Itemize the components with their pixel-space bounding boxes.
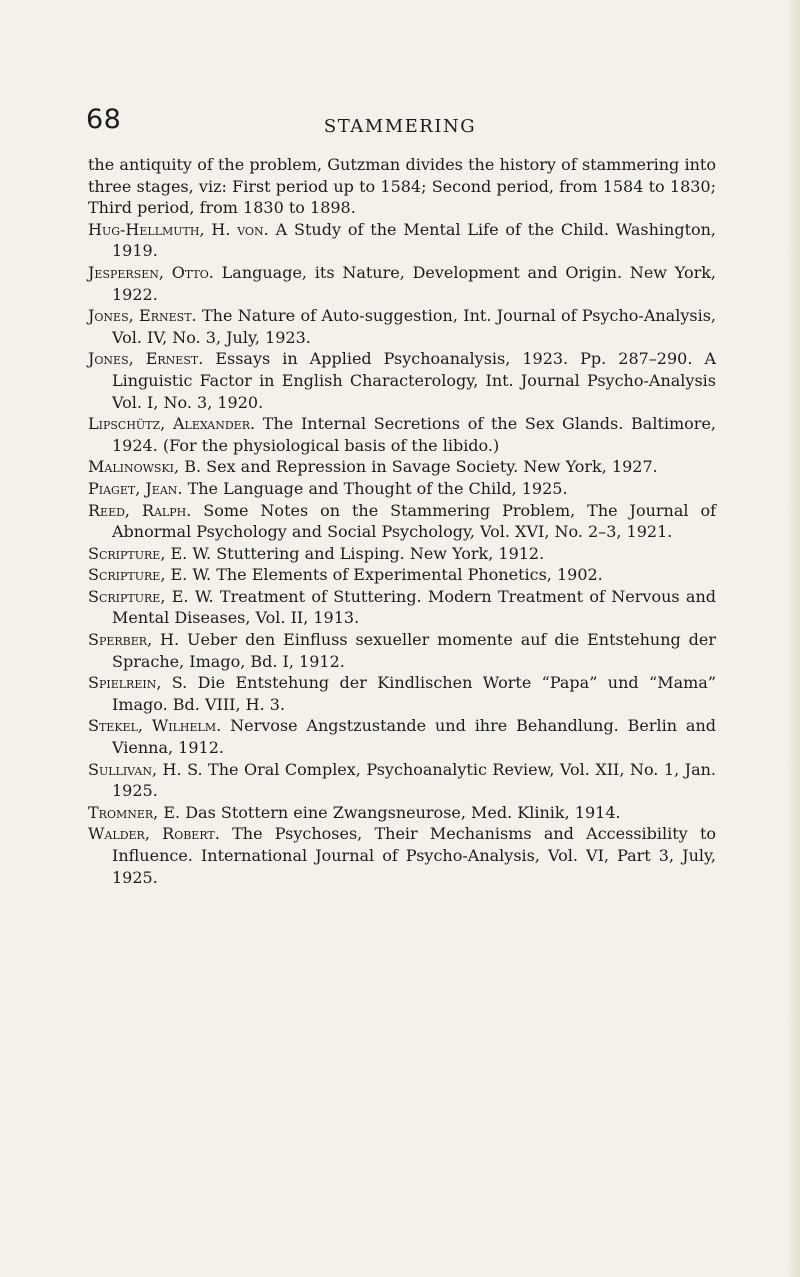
reference-entry xyxy=(88,715,716,758)
reference-text: Die Entstehung der Kindlischen Worte “Papa” und “Mama” Imago. Bd. VIII, H. 3. xyxy=(112,673,717,714)
reference-entry xyxy=(88,759,716,802)
reference-entry xyxy=(88,413,716,456)
page-body xyxy=(88,154,716,888)
reference-author: Lipschütz, Alexander. xyxy=(88,414,256,434)
page-edge-shadow xyxy=(786,0,800,1277)
reference-author: Spielrein, S. xyxy=(88,673,188,693)
reference-author: Jones, Ernest. xyxy=(88,306,197,326)
reference-text: The Nature of Auto-suggestion, Int. Journal of Psycho-Analysis, Vol. IV, No. 3, July, 1923. xyxy=(112,306,717,347)
reference-author: Malinowski, B. xyxy=(88,457,202,477)
reference-text: Language, its Nature, Development and Origin. New York, 1922. xyxy=(112,262,717,304)
reference-entry xyxy=(88,305,716,348)
intro-paragraph: the antiquity of the problem, Gutzman divides the history of stammering into three stages, viz: First period up to 1584; Second period, from 1584 to 1830; Third period, from 1830 to 1898. xyxy=(88,155,716,218)
reference-author: Sperber, H. xyxy=(88,630,180,650)
reference-text: The Language and Thought of the Child, 1925. xyxy=(187,478,568,498)
reference-entry xyxy=(88,543,716,565)
reference-author: Jespersen, Otto. xyxy=(88,262,214,282)
reference-entry xyxy=(88,262,716,305)
reference-entry xyxy=(88,219,716,262)
reference-entry xyxy=(88,629,716,672)
reference-entry xyxy=(88,564,716,586)
reference-text: Essays in Applied Psychoanalysis, 1923. Pp. 287–290. A Linguistic Factor in English Characterology, Int. Journal Psycho-Analysis Vol. I, No. 3, 1920. xyxy=(112,349,716,412)
reference-text: The Psychoses, Their Mechanisms and Accessibility to Influence. International Journal of Psycho-Analysis, Vol. VI, Part 3, July, 1925. xyxy=(112,824,717,887)
reference-text: Nervose Angstzustande und ihre Behandlung. Berlin and Vienna, 1912. xyxy=(112,716,716,758)
reference-author: Stekel, Wilhelm. xyxy=(88,716,222,736)
reference-list xyxy=(88,219,716,888)
reference-entry xyxy=(88,478,716,500)
reference-author: Hug-Hellmuth, H. von. xyxy=(88,219,269,239)
reference-author: Piaget, Jean. xyxy=(88,478,183,498)
reference-text: Treatment of Stuttering. Modern Treatment of Nervous and Mental Diseases, Vol. II, 1913. xyxy=(112,586,716,628)
reference-text: Sex and Repression in Savage Society. New York, 1927. xyxy=(206,457,658,477)
reference-author: Scripture, E. W. xyxy=(88,565,212,585)
running-head: STAMMERING xyxy=(323,116,477,137)
reference-author: Tromner, E. xyxy=(88,802,181,822)
reference-entry xyxy=(88,672,716,715)
reference-author: Jones, Ernest. xyxy=(88,349,204,369)
reference-author: Sullivan, H. S. xyxy=(88,759,203,779)
reference-entry xyxy=(88,456,716,478)
reference-author: Reed, Ralph. xyxy=(88,500,192,520)
reference-text: A Study of the Mental Life of the Child. Washington, 1919. xyxy=(112,219,717,261)
reference-entry xyxy=(88,500,716,543)
reference-text: Stuttering and Lisping. New York, 1912. xyxy=(216,543,545,563)
reference-text: The Elements of Experimental Phonetics, 1902. xyxy=(216,565,603,585)
reference-author: Scripture, E. W. xyxy=(88,543,212,563)
reference-text: The Oral Complex, Psychoanalytic Review, Vol. XII, No. 1, Jan. 1925. xyxy=(112,759,716,801)
reference-text: Das Stottern eine Zwangsneurose, Med. Klinik, 1914. xyxy=(185,802,621,822)
reference-text: Ueber den Einfluss sexueller momente auf die Entstehung der Sprache, Imago, Bd. I, 1912. xyxy=(112,630,717,671)
reference-entry xyxy=(88,586,716,629)
reference-text: The Internal Secretions of the Sex Glands. Baltimore, 1924. (For the physiological basis of the libido.) xyxy=(112,414,717,455)
reference-entry xyxy=(88,802,716,824)
reference-author: Scripture, E. W. xyxy=(88,586,214,606)
reference-entry xyxy=(88,823,716,888)
reference-text: Some Notes on the Stammering Problem, The Journal of Abnormal Psychology and Social Psychology, Vol. XVI, No. 2–3, 1921. xyxy=(112,500,716,542)
reference-entry xyxy=(88,348,716,413)
page-number: 68 xyxy=(86,104,122,135)
reference-author: Walder, Robert. xyxy=(88,824,220,844)
